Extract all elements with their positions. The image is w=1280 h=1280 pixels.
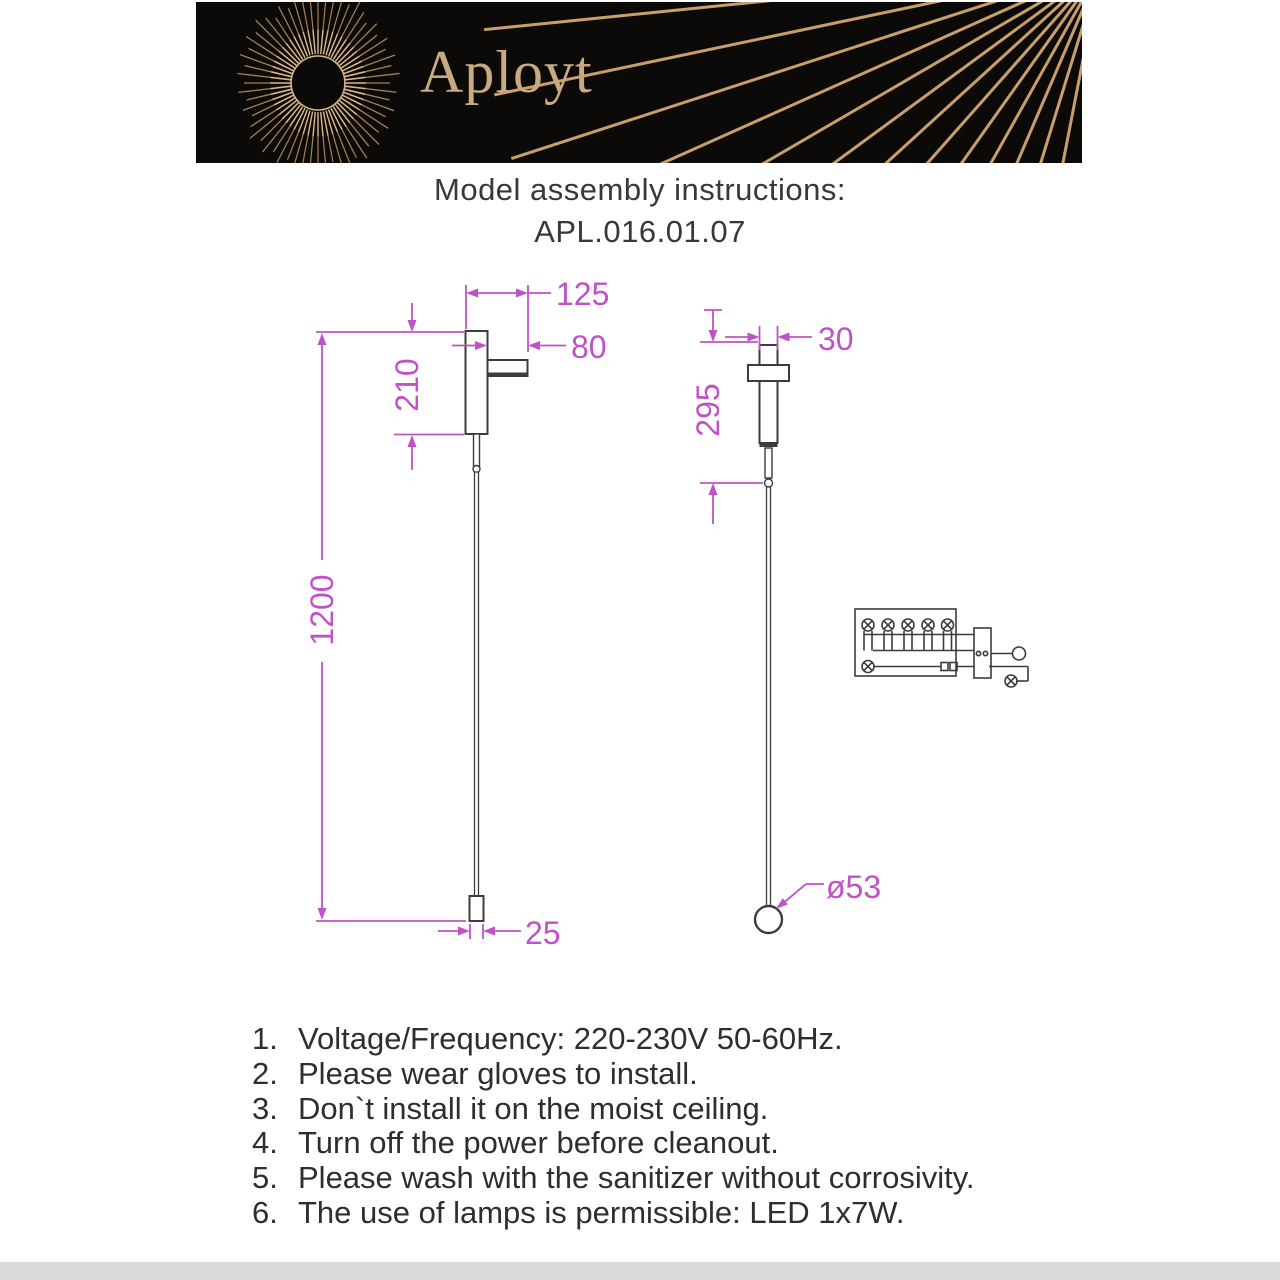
wiring-diagram [855, 609, 1028, 687]
page-title: Model assembly instructions: [434, 172, 846, 207]
list-number: 4. [252, 1125, 278, 1161]
list-text: Turn off the power before cleanout. [298, 1125, 779, 1161]
brand-wordmark: Aployt [420, 39, 593, 105]
dim-label-total-height: 1200 [304, 574, 340, 646]
dim-label-body-height: 210 [389, 358, 425, 412]
model-code: APL.016.01.07 [534, 214, 746, 249]
list-number: 6. [252, 1194, 278, 1230]
list-item [252, 1057, 1112, 1092]
list-number: 3. [252, 1090, 278, 1126]
dim-label-upper-height: 295 [690, 383, 726, 437]
list-item [252, 1092, 1112, 1127]
list-text: Voltage/Frequency: 220-230V 50-60Hz. [298, 1021, 843, 1056]
footer-strip [0, 1262, 1280, 1280]
instruction-list [252, 1022, 1112, 1231]
list-text: Don`t install it on the moist ceiling. [298, 1090, 769, 1126]
dim-label-arm: 80 [571, 329, 607, 365]
list-number: 1. [252, 1021, 278, 1056]
list-text: Please wear gloves to install. [298, 1055, 698, 1091]
list-item [252, 1126, 1112, 1161]
list-number: 2. [252, 1055, 278, 1091]
dim-label-tip: 25 [525, 915, 561, 951]
list-item [252, 1022, 1112, 1057]
list-text: The use of lamps is permissible: LED 1x7W. [298, 1194, 905, 1230]
front-view [466, 331, 528, 921]
dim-label-ball-diameter: ø53 [826, 869, 882, 905]
dim-label-width: 125 [556, 276, 610, 312]
side-view [748, 345, 789, 933]
dimension-labels [304, 276, 881, 951]
list-number: 5. [252, 1160, 278, 1196]
list-text: Please wash with the sanitizer without corrosivity. [298, 1160, 975, 1196]
dim-label-stem-width: 30 [818, 321, 854, 357]
list-item [252, 1161, 1112, 1196]
list-item [252, 1196, 1112, 1231]
